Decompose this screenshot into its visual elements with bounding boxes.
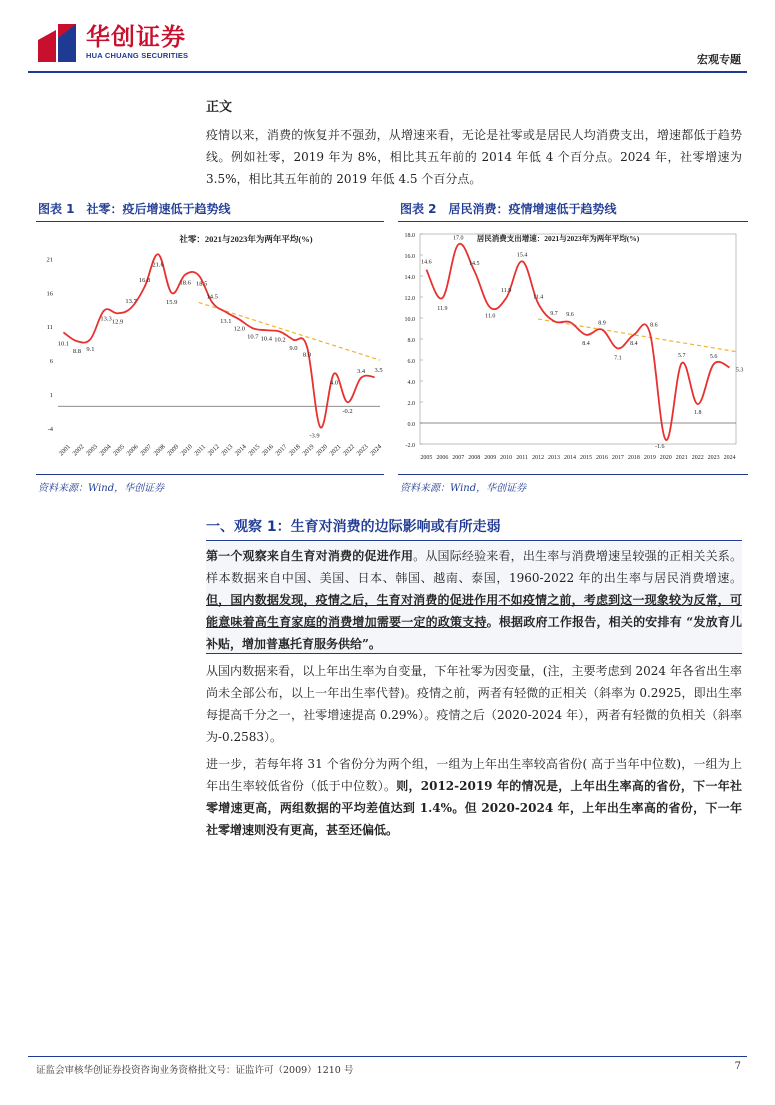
x-tick-label: 2004 bbox=[98, 443, 113, 458]
figure1-top-rule bbox=[36, 221, 384, 222]
y-tick-label: -4 bbox=[47, 426, 53, 433]
x-tick-label: 2009 bbox=[166, 443, 181, 458]
x-tick-label: 2015 bbox=[579, 455, 592, 461]
x-tick-label: 2011 bbox=[516, 455, 529, 461]
x-tick-label: 2003 bbox=[84, 443, 100, 458]
page-number: 7 bbox=[734, 1061, 741, 1072]
y-tick-label: -2.0 bbox=[405, 443, 415, 449]
x-tick-label: 2018 bbox=[627, 455, 640, 461]
y-tick-label: 12.0 bbox=[404, 296, 415, 302]
data-label: 17.0 bbox=[453, 235, 464, 242]
data-label: 8.6 bbox=[650, 322, 658, 329]
company-logo bbox=[36, 22, 196, 64]
y-tick-label: 4.0 bbox=[407, 380, 415, 386]
chart-household-consumption bbox=[398, 224, 748, 472]
data-label: 14.5 bbox=[469, 260, 480, 267]
x-tick-label: 2006 bbox=[436, 455, 449, 461]
chart-title: 社零：2021与2023年为两年平均(%) bbox=[179, 234, 313, 244]
data-label: 18.5 bbox=[196, 280, 208, 288]
data-label: 7.1 bbox=[614, 355, 622, 362]
data-label: 8.0 bbox=[302, 351, 312, 359]
data-label: 8.4 bbox=[582, 340, 590, 347]
x-tick-label: 2010 bbox=[500, 455, 513, 461]
data-label: 1.8 bbox=[693, 410, 702, 417]
y-tick-label: 16.0 bbox=[404, 254, 415, 260]
data-label: 11.4 bbox=[532, 294, 544, 301]
figure2-label: 图表 2 居民消费：疫情增速低于趋势线 bbox=[400, 202, 617, 216]
logo-mark-icon bbox=[36, 22, 78, 64]
grouping-bold: 则，2012-2019 年的情况是，上年出生率高的省份，下一年社零增速更高，两组数据的平均差值达到 1.4%。但 2020-2024 年，上年出生率高的省份，下一年社零增速则没有更高，甚至还偏低。 bbox=[206, 779, 742, 837]
data-label: 12.9 bbox=[111, 318, 124, 326]
data-label: 11.9 bbox=[501, 288, 512, 295]
x-tick-label: 2013 bbox=[548, 455, 561, 461]
data-label: 14.6 bbox=[421, 259, 432, 266]
data-label: 10.2 bbox=[274, 336, 286, 344]
report-type-tag: 宏观专题 bbox=[697, 53, 741, 66]
plot-frame bbox=[420, 234, 736, 444]
x-tick-label: 2008 bbox=[152, 443, 167, 458]
x-tick-label: 2015 bbox=[247, 443, 262, 458]
data-label: -1.6 bbox=[655, 443, 665, 450]
page-header bbox=[0, 0, 775, 75]
figure1-label: 图表 1 社零：疫后增速低于趋势线 bbox=[38, 202, 231, 216]
x-tick-label: 2012 bbox=[532, 455, 545, 461]
x-tick-label: 2019 bbox=[643, 455, 656, 461]
section-heading: 正文 bbox=[206, 100, 233, 115]
x-tick-label: 2016 bbox=[260, 443, 275, 458]
y-tick-label: 11 bbox=[46, 324, 53, 332]
x-tick-label: 2011 bbox=[193, 443, 208, 458]
x-tick-label: 2012 bbox=[206, 443, 221, 458]
y-tick-label: 8.0 bbox=[407, 338, 415, 344]
x-tick-label: 2005 bbox=[420, 455, 433, 461]
data-label: 16.8 bbox=[138, 276, 151, 284]
x-tick-label: 2008 bbox=[468, 455, 481, 461]
footer-license: 证监会审核华创证券投资咨询业务资格批文号：证监许可（2009）1210 号 bbox=[36, 1065, 354, 1076]
data-label: 5.6 bbox=[709, 354, 718, 361]
x-tick-label: 2022 bbox=[691, 455, 704, 461]
x-tick-label: 2017 bbox=[611, 455, 624, 461]
x-tick-label: 2022 bbox=[341, 443, 357, 458]
x-tick-label: 2007 bbox=[452, 455, 465, 461]
y-tick-label: 10.0 bbox=[404, 317, 415, 323]
box-lead-rest: 。从国际经验来看，出生率与消费增速呈较强的正相关关系。样本数据来自中国、美国、日本、韩国、越南、泰国，1960-2022 年的出生率与居民消费增速。 bbox=[206, 549, 742, 585]
grouping-normal: 进一步，若每年将 31 个省份分为两个组，一组为上年出生率较高省份( 高于当年中位数)，一组为上年出生率较低省份（低于中位数）。 bbox=[206, 757, 742, 793]
data-label: 5.3 bbox=[735, 367, 744, 374]
data-label: 12.0 bbox=[233, 325, 245, 333]
chart-title: 居民消费支出增速：2021与2023年为两年平均(%) bbox=[476, 234, 640, 243]
header-divider bbox=[28, 71, 747, 73]
x-tick-label: 2002 bbox=[71, 443, 86, 458]
data-label: 13.1 bbox=[220, 317, 232, 325]
x-tick-label: 2020 bbox=[659, 455, 672, 461]
y-tick-label: 14.0 bbox=[404, 275, 415, 281]
series-line bbox=[426, 244, 729, 440]
data-label: 9.0 bbox=[289, 344, 298, 352]
y-tick-label: 0.0 bbox=[407, 422, 415, 428]
figure2-source: 资料来源：Wind，华创证券 bbox=[400, 483, 527, 494]
data-label: 15.9 bbox=[165, 298, 178, 306]
x-tick-label: 2021 bbox=[328, 443, 343, 458]
data-label: 14.5 bbox=[206, 293, 218, 301]
x-tick-label: 2006 bbox=[125, 443, 140, 458]
observation-heading: 一、观察 1：生育对消费的边际影响或有所走弱 bbox=[206, 519, 501, 535]
data-label: 3.5 bbox=[374, 367, 383, 375]
x-tick-label: 2010 bbox=[179, 443, 194, 458]
y-tick-label: 16 bbox=[46, 290, 53, 298]
data-label: 10.4 bbox=[260, 335, 273, 343]
x-tick-label: 2014 bbox=[233, 443, 248, 458]
figure1-source: 资料来源：Wind，华创证券 bbox=[38, 483, 165, 494]
observation-box-paragraph bbox=[206, 545, 742, 655]
regression-paragraph: 从国内数据来看，以上年出生率为自变量，下年社零为因变量，(注，主要考虑到 2024 年各省出生率尚未全部公布，以上一年出生率代替)。疫情之前，两者有轻微的正相关（斜率为 0.2925，即出生率每提高千分之一，社零增速提高 0.29%）。疫情之后（2020-2024 年），两者有轻微的负相关（斜率为-0.2583）。 bbox=[206, 664, 742, 744]
y-tick-label: 18.0 bbox=[404, 233, 415, 239]
data-label: 13.3 bbox=[100, 315, 112, 323]
x-tick-label: 2020 bbox=[314, 443, 330, 458]
data-label: 9.7 bbox=[550, 311, 558, 318]
figure2-bottom-rule bbox=[398, 474, 748, 475]
x-tick-label: 2024 bbox=[369, 443, 384, 458]
box-underlined-claim: 但，国内数据发现，疫情之后，生育对消费的促进作用不如疫情之前，考虑到这一现象较为反常，可能意味着高生育家庭的消费增加需要一定的政策支持 bbox=[206, 593, 742, 629]
data-label: 5.7 bbox=[677, 353, 686, 360]
data-label: 13.7 bbox=[125, 297, 137, 305]
y-tick-label: 6 bbox=[49, 358, 53, 366]
y-tick-label: 6.0 bbox=[407, 359, 415, 365]
data-label: 8.8 bbox=[72, 348, 82, 356]
data-label: 4.0 bbox=[329, 379, 339, 387]
x-tick-label: 2005 bbox=[111, 443, 127, 458]
data-label: 9.6 bbox=[566, 312, 574, 319]
data-label: 10.1 bbox=[57, 340, 70, 348]
observation-rule bbox=[206, 540, 742, 541]
box-policy-note: 。根据政府工作报告，相关的安排有 “发放育儿补贴，增加普惠托育服务供给”。 bbox=[206, 615, 742, 651]
data-label: 8.9 bbox=[598, 320, 606, 327]
x-tick-label: 2019 bbox=[301, 443, 316, 458]
box-lead-bold: 第一个观察来自生育对消费的促进作用 bbox=[206, 549, 414, 563]
x-tick-label: 2013 bbox=[220, 443, 235, 458]
x-tick-label: 2018 bbox=[287, 443, 303, 458]
figure1-bottom-rule bbox=[36, 474, 384, 475]
logo-cn-text: 华创证券 bbox=[86, 23, 186, 51]
data-label: -0.2 bbox=[342, 408, 353, 416]
data-label: 11.9 bbox=[437, 306, 448, 313]
series-line bbox=[63, 254, 374, 427]
intro-paragraph: 疫情以来，消费的恢复并不强劲，从增速来看，无论是社零或是居民人均消费支出，增速都低于趋势线。例如社零，2019 年为 8%，相比其五年前的 2014 年低 4 个百分点。2024 年，社零增速为 3.5%，相比其五年前的 2019 年低 4.5 个百分点。 bbox=[206, 128, 742, 186]
data-label: 11.0 bbox=[485, 313, 496, 320]
data-label: 9.1 bbox=[86, 346, 95, 354]
data-label: 15.4 bbox=[516, 252, 528, 259]
data-label: 8.4 bbox=[630, 340, 638, 347]
y-tick-label: 2.0 bbox=[407, 401, 415, 407]
data-label: 3.4 bbox=[356, 367, 366, 375]
x-tick-label: 2024 bbox=[723, 455, 736, 461]
logo-en-text: HUA CHUANG SECURITIES bbox=[86, 51, 189, 60]
x-tick-label: 2023 bbox=[707, 455, 720, 461]
grouping-paragraph bbox=[206, 753, 742, 841]
x-tick-label: 2014 bbox=[564, 455, 577, 461]
data-label: 10.7 bbox=[247, 333, 259, 341]
data-label: 21.6 bbox=[152, 261, 164, 269]
y-tick-label: 1 bbox=[49, 392, 53, 400]
figure2-top-rule bbox=[398, 221, 748, 222]
x-tick-label: 2017 bbox=[274, 443, 289, 458]
x-tick-label: 2016 bbox=[595, 455, 608, 461]
data-label: -3.9 bbox=[309, 432, 320, 440]
chart-retail-sales bbox=[36, 224, 386, 472]
x-tick-label: 2023 bbox=[355, 443, 370, 458]
data-label: 18.6 bbox=[179, 279, 191, 287]
footer-divider bbox=[28, 1056, 747, 1057]
x-tick-label: 2009 bbox=[484, 455, 497, 461]
y-tick-label: 21 bbox=[46, 256, 53, 264]
x-tick-label: 2021 bbox=[675, 455, 688, 461]
x-tick-label: 2001 bbox=[57, 443, 73, 458]
x-tick-label: 2007 bbox=[139, 443, 154, 458]
